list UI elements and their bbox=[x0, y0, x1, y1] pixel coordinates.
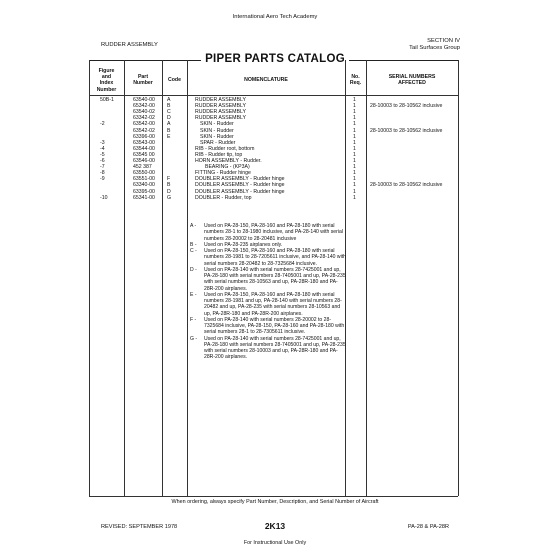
cell-nom: SPAR - Rudder bbox=[200, 139, 236, 146]
revision-date: REVISED: SEPTEMBER 1978 bbox=[101, 524, 178, 530]
note-text: Used on PA-28-140 with serial numbers 28-7425001 and up, PA-28-180 with serial numbers 28-7405001 and up, PA-28-235 with serial numbers 28-10003 and up, PA-28R-180 and PA-28R-200 airplanes. bbox=[204, 335, 346, 361]
cell-qty: 1 bbox=[353, 182, 356, 189]
col-head-serial: SERIAL NUMBERS AFFECTED bbox=[388, 74, 436, 87]
cell-fig: -3 bbox=[100, 139, 105, 146]
cell-part: 63543-00 bbox=[133, 139, 155, 146]
cell-part: 63545 00 bbox=[133, 151, 155, 158]
note-item bbox=[190, 336, 346, 361]
cell-code: B bbox=[167, 127, 171, 134]
cell-code: C bbox=[167, 109, 171, 116]
cell-fig: -7 bbox=[100, 164, 105, 171]
cell-nom: SKIN - Rudder bbox=[200, 127, 234, 134]
note-item bbox=[190, 292, 346, 317]
cell-part: 63542-02 bbox=[133, 127, 155, 134]
note-text: Used on PA-28-235 airplanes only. bbox=[204, 241, 283, 248]
cell-part: 63396-00 bbox=[133, 133, 155, 140]
cell-code: D bbox=[167, 188, 171, 195]
cell-code: B bbox=[167, 103, 171, 110]
ordering-note: When ordering, always specify Part Number, Description, and Serial Number of Aircraft bbox=[171, 499, 379, 505]
section-label bbox=[409, 38, 460, 52]
cell-part: 63540-00 bbox=[133, 97, 155, 103]
note-key: G - bbox=[190, 335, 198, 342]
cell-serial: 28-10003 to 28-10562 inclusive bbox=[370, 127, 443, 134]
col-divider bbox=[187, 60, 188, 496]
cell-qty: 1 bbox=[353, 170, 356, 177]
cell-code: D bbox=[167, 115, 171, 122]
col-head-qty: No. Req. bbox=[349, 74, 362, 87]
cell-qty: 1 bbox=[353, 158, 356, 164]
cell-nom: SKIN - Rudder bbox=[200, 133, 234, 140]
note-text: Used on PA-28-150, PA-28-160 and PA-28-180 with serial numbers 28-1 to 28-1980 inclusive, and PA-28-140 with serial numbers 28-20002 to 28-20481 inclusive bbox=[204, 223, 343, 242]
cell-nom: RUDDER ASSEMBLY bbox=[195, 109, 246, 116]
cell-qty: 1 bbox=[353, 127, 356, 134]
cell-nom: DOUBLER - Rudder, top bbox=[195, 194, 252, 201]
col-head-part: Part Number bbox=[133, 74, 153, 87]
note-item bbox=[190, 223, 346, 242]
cell-fig: -9 bbox=[100, 176, 105, 183]
cell-part: 63544-00 bbox=[133, 145, 155, 152]
cell-code: B bbox=[167, 182, 171, 189]
col-divider bbox=[89, 60, 90, 496]
table-bottom-rule bbox=[89, 496, 458, 497]
cell-qty: 1 bbox=[353, 164, 356, 171]
cell-part: 65341-00 bbox=[133, 194, 155, 201]
note-key: D - bbox=[190, 266, 197, 273]
cell-fig: -10 bbox=[100, 194, 108, 201]
col-divider bbox=[124, 60, 125, 496]
academy-header: International Aero Tech Academy bbox=[232, 14, 318, 20]
cell-nom: DOUBLER ASSEMBLY - Rudder hinge bbox=[195, 182, 285, 189]
note-text: Used on PA-28-150, PA-28-160 and PA-28-180 with serial numbers 28-1981 and up, PA-28-140 with serial numbers 28-20482 and up, PA-28-235 with serial numbers 28-10563 and up, PA-28R-180 and PA-28R-200 airplanes. bbox=[204, 291, 342, 317]
note-item bbox=[190, 248, 346, 267]
group-name: Tail Surfaces Group bbox=[409, 45, 460, 52]
cell-nom: HORN ASSEMBLY - Rudder. bbox=[195, 158, 262, 164]
cell-qty: 1 bbox=[353, 121, 356, 128]
section-number: SECTION IV bbox=[427, 38, 460, 44]
cell-part: 63550-00 bbox=[133, 170, 155, 177]
cell-nom: DOUBLER ASSEMBLY - Rudder hinge bbox=[195, 188, 285, 195]
cell-qty: 1 bbox=[353, 145, 356, 152]
note-text: Used on PA-28-150, PA-28-160 and PA-28-180 with serial numbers 28-1981 to 28-7205611 inclusive, and PA-28-140 with serial numbers 28-20482 to 28-7325684 inclusive. bbox=[204, 248, 346, 267]
cell-qty: 1 bbox=[353, 103, 356, 110]
col-divider bbox=[366, 60, 367, 496]
cell-nom: FITTING - Rudder hinge bbox=[195, 170, 251, 177]
cell-code: A bbox=[167, 121, 171, 128]
cell-code: A bbox=[167, 97, 171, 103]
cell-nom: BEARING - (KP3A) bbox=[205, 164, 250, 171]
cell-nom: RIB - Rudder tip, top bbox=[195, 151, 243, 158]
cell-part: 63542-00 bbox=[133, 121, 155, 128]
cell-part: 63551-00 bbox=[133, 176, 155, 183]
cell-qty: 1 bbox=[353, 97, 356, 103]
cell-nom: DOUBLER ASSEMBLY - Rudder hinge bbox=[195, 176, 285, 183]
cell-qty: 1 bbox=[353, 133, 356, 140]
cell-qty: 1 bbox=[353, 176, 356, 183]
cell-code: G bbox=[167, 194, 172, 201]
instructional-notice: For Instructional Use Only bbox=[243, 540, 307, 546]
note-text: Used on PA-28-140 with serial numbers 28-7425001 and up, PA-28-180 with serial numbers 28-7405001 and up, PA-28-235 with serial numbers 28-10563 and up, PA-28R-180 and PA-28R-200 airplanes. bbox=[204, 266, 346, 292]
page-code: 2K13 bbox=[264, 521, 286, 531]
cell-fig: -8 bbox=[100, 170, 105, 177]
note-key: A - bbox=[190, 223, 197, 229]
cell-qty: 1 bbox=[353, 188, 356, 195]
col-head-code: Code bbox=[168, 77, 181, 83]
cell-part: 63395-00 bbox=[133, 188, 155, 195]
cell-part: 63342-02 bbox=[133, 115, 155, 122]
note-text: Used on PA-28-140 with serial numbers 28-20002 to 28-7325684 inclusive, PA-28-150, PA-28-160 and PA-28-180 with serial numbers 28-1 to 28-7305611 inclusive. bbox=[204, 316, 345, 336]
cell-nom: SKIN - Rudder bbox=[200, 121, 234, 128]
cell-fig: -4 bbox=[100, 145, 105, 152]
applicability-notes bbox=[190, 223, 346, 361]
cell-code: E bbox=[167, 133, 171, 140]
cell-nom: RUDDER ASSEMBLY bbox=[195, 115, 246, 122]
aircraft-model: PA-28 & PA-28R bbox=[407, 524, 449, 530]
col-head-figure: Figure and Index Number bbox=[96, 68, 117, 93]
cell-nom: RUDDER ASSEMBLY bbox=[195, 97, 246, 103]
cell-part: 452 387 bbox=[133, 164, 152, 171]
cell-qty: 1 bbox=[353, 139, 356, 146]
col-head-nomenclature: NOMENCLATURE bbox=[244, 77, 288, 83]
cell-qty: 1 bbox=[353, 194, 356, 201]
cell-part: 63546-00 bbox=[133, 158, 155, 164]
assembly-title: RUDDER ASSEMBLY bbox=[101, 42, 158, 48]
cell-code: F bbox=[167, 176, 171, 183]
note-key: C - bbox=[190, 248, 197, 254]
cell-fig: 50B-1 bbox=[100, 97, 114, 103]
header-bottom-rule bbox=[89, 95, 458, 96]
cell-serial: 28-10003 to 28-10562 inclusive bbox=[370, 182, 443, 189]
cell-qty: 1 bbox=[353, 109, 356, 116]
cell-fig: -6 bbox=[100, 158, 105, 164]
note-key: E - bbox=[190, 291, 197, 298]
cell-part: 63340-00 bbox=[133, 182, 155, 189]
cell-qty: 1 bbox=[353, 115, 356, 122]
col-divider bbox=[458, 60, 459, 496]
cell-qty: 1 bbox=[353, 151, 356, 158]
note-item bbox=[190, 267, 346, 292]
note-key: F - bbox=[190, 316, 197, 323]
note-key: B - bbox=[190, 241, 197, 248]
cell-part: 65342-00 bbox=[133, 103, 155, 110]
cell-fig: -2 bbox=[100, 121, 105, 128]
note-item bbox=[190, 317, 346, 336]
cell-part: 63540-02 bbox=[133, 109, 155, 116]
cell-nom: RIB - Rudder root, bottom bbox=[195, 145, 255, 152]
cell-nom: RUDDER ASSEMBLY bbox=[195, 103, 246, 110]
cell-fig: -5 bbox=[100, 151, 105, 158]
col-divider bbox=[162, 60, 163, 496]
cell-serial: 28-10003 to 28-10562 inclusive bbox=[370, 103, 443, 110]
catalog-title: PIPER PARTS CATALOG bbox=[205, 53, 345, 65]
